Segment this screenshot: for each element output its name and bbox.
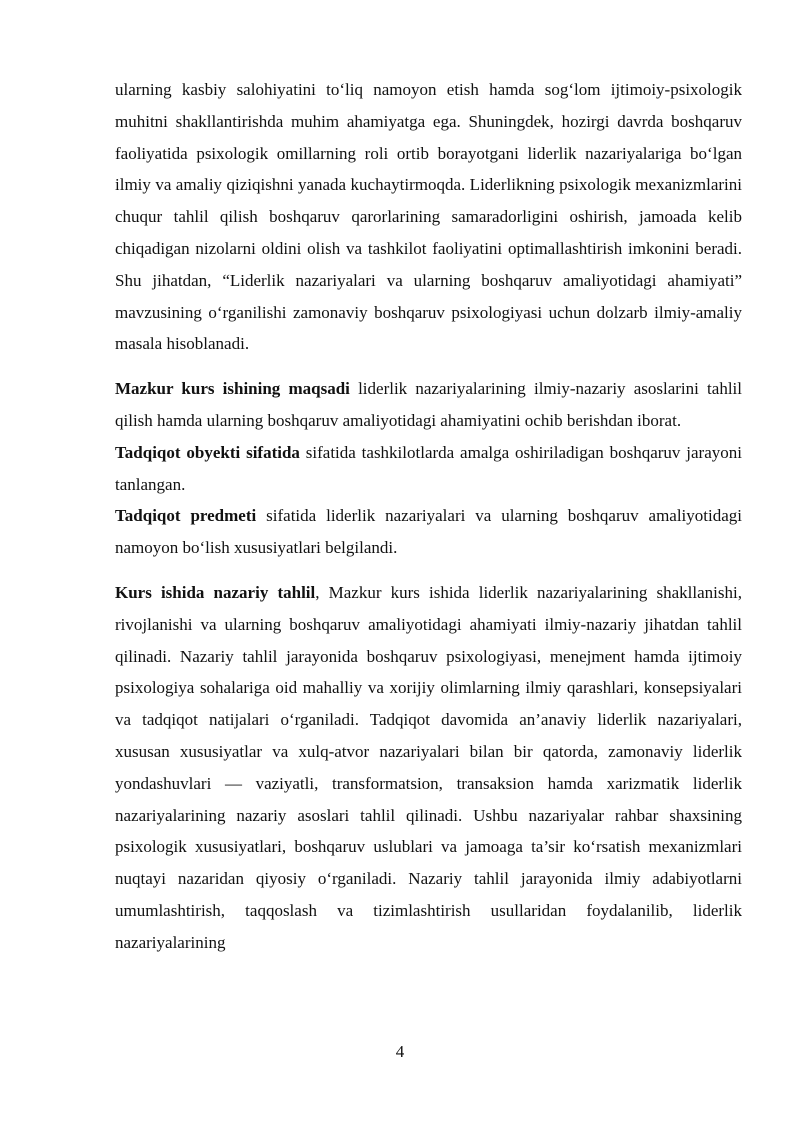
paragraph-object — [115, 437, 742, 501]
analysis-text: , Mazkur kurs ishida liderlik nazariyalarining shakllanishi, rivojlanishi va ularning boshqaruv amaliyotidagi ahamiyati ilmiy-nazariy jihatdan tahlil qilinadi. Nazariy tahlil jarayonida boshqaruv psixologiyasi, menejment hamda ijtimoiy psixologiya sohalariga oid mahalliy va xorijiy olimlarning ilmiy qarashlari, konsepsiyalari va tadqiqot natijalari o‘rganiladi. Tadqiqot davomida an’anaviy liderlik nazariyalari, xususan xususiyatlar va xulq-atvor nazariyalari bilan bir qatorda, zamonaviy liderlik yondashuvlari — vaziyatli, transformatsion, transaksion hamda xarizmatik liderlik nazariyalarining nazariy asoslari tahlil qilinadi. Ushbu nazariyalar rahbar shaxsining psixologik xususiyatlari, boshqaruv uslublari va jamoaga ta’sir ko‘rsatish mexanizmlari nuqtayi nazaridan qiyosiy o‘rganiladi. Nazariy tahlil jarayonida ilmiy adabiyotlarni umumlashtirish, taqqoslash va tizimlashtirish usullaridan foydalanilib, liderlik nazariyalarining — [115, 582, 742, 952]
paragraph-theoretical-analysis — [115, 577, 742, 959]
aim-heading: Mazkur kurs ishining maqsadi — [115, 379, 350, 399]
object-text: sifatida tashkilotlarda amalga oshiriladigan boshqaruv jarayoni tanlangan. — [115, 442, 742, 494]
page-number: 4 — [395, 1042, 405, 1061]
object-heading: Tadqiqot obyekti sifatida — [115, 442, 300, 462]
paragraph-aim — [115, 373, 742, 437]
subject-text: sifatida liderlik nazariyalari va ularning boshqaruv amaliyotidagi namoyon bo‘lish xususiyatlari belgilandi. — [115, 506, 742, 558]
paragraph-intro-continued: ularning kasbiy salohiyatini to‘liq namoyon etish hamda sog‘lom ijtimoiy-psixologik muhitni shakllantirishda muhim ahamiyatga ega. Shuningdek, hozirgi davrda boshqaruv faoliyatida psixologik omillarning roli ortib borayotgani liderlik nazariyalariga bo‘lgan ilmiy va amaliy qiziqishni yanada kuchaytirmoqda. Liderlikning psixologik mexanizmlarini chuqur tahlil qilish boshqaruv qarorlarining samaradorligini oshirish, jamoada kelib chiqadigan nizolarni oldini olish va tashkilot faoliyatini optimallashtirish imkonini beradi. Shu jihatdan, “Liderlik nazariyalari va ularning boshqaruv amaliyotidagi ahamiyati” mavzusining o‘rganilishi zamonaviy boshqaruv psixologiyasi uchun dolzarb ilmiy-amaliy masala hisoblanadi. — [115, 80, 742, 354]
subject-heading: Tadqiqot predmeti — [115, 506, 257, 526]
analysis-heading: Kurs ishida nazariy tahlil — [115, 582, 316, 602]
aim-text: liderlik nazariyalarining ilmiy-nazariy asoslarini tahlil qilish hamda ularning boshqaruv amaliyotidagi ahamiyatini ochib berishdan iborat. — [115, 379, 742, 430]
document-body — [115, 74, 742, 959]
paragraph-subject — [115, 500, 742, 564]
